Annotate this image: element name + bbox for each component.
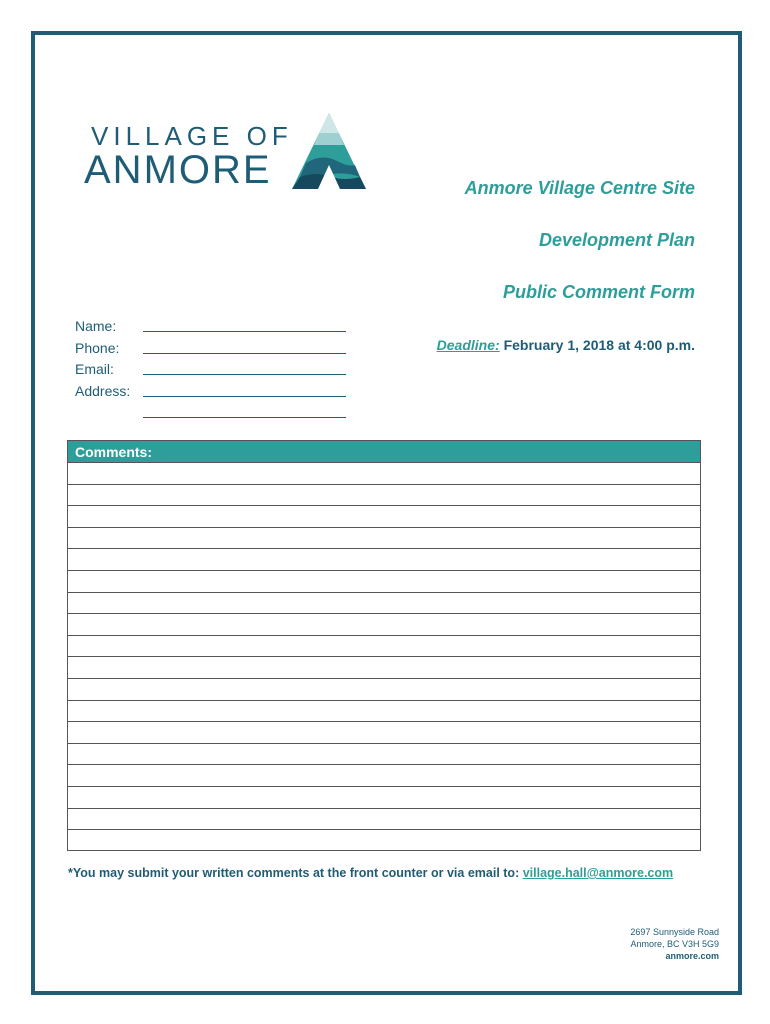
- address-label: Address:: [75, 382, 131, 399]
- address-line-2[interactable]: [143, 417, 346, 418]
- comment-line[interactable]: [68, 722, 700, 744]
- comment-line[interactable]: [68, 701, 700, 723]
- comment-line[interactable]: [68, 506, 700, 528]
- deadline: [437, 337, 695, 353]
- comment-line[interactable]: [68, 830, 700, 852]
- comment-line[interactable]: [68, 765, 700, 787]
- comments-header: Comments:: [68, 441, 700, 463]
- title-line-2: Development Plan: [538, 230, 695, 250]
- email-label: Email:: [75, 361, 114, 377]
- name-label: Name:: [75, 318, 117, 334]
- comment-line[interactable]: [68, 744, 700, 766]
- phone-label: Phone:: [75, 339, 120, 356]
- comment-line[interactable]: [68, 809, 700, 831]
- phone-line[interactable]: [143, 353, 346, 354]
- name-line[interactable]: [143, 331, 346, 332]
- title-line-3: Public Comment Form: [502, 282, 695, 302]
- website-link[interactable]: anmore.com: [665, 951, 719, 961]
- comment-line[interactable]: [68, 657, 700, 679]
- comment-line[interactable]: [68, 485, 700, 507]
- deadline-label: Deadline:: [436, 337, 500, 353]
- title-line-1: Anmore Village Centre Site: [464, 178, 695, 198]
- comments-box: [67, 440, 701, 851]
- village-logo: [84, 113, 374, 193]
- comment-line[interactable]: [68, 679, 700, 701]
- address-line-1[interactable]: [143, 396, 346, 397]
- deadline-value: February 1, 2018 at 4:00 p.m.: [503, 337, 695, 353]
- comment-line[interactable]: [68, 528, 700, 550]
- comment-line[interactable]: [68, 593, 700, 615]
- logo-text-village-of: VILLAGE OF: [91, 121, 293, 151]
- submission-note: [68, 866, 673, 880]
- address-city: Anmore, BC V3H 5G9: [630, 939, 719, 949]
- email-link[interactable]: village.hall@anmore.com: [522, 866, 674, 880]
- address-street: 2697 Sunnyside Road: [630, 927, 719, 937]
- comment-line[interactable]: [68, 549, 700, 571]
- comment-line[interactable]: [68, 614, 700, 636]
- comment-line[interactable]: [68, 463, 700, 485]
- comment-line[interactable]: [68, 571, 700, 593]
- comment-line[interactable]: [68, 787, 700, 809]
- mountain-a-icon: [292, 113, 366, 189]
- email-line[interactable]: [143, 374, 346, 375]
- comment-line[interactable]: [68, 636, 700, 658]
- village-address: [630, 926, 719, 962]
- submission-note-text: *You may submit your written comments at the front counter or via email to:: [68, 866, 523, 880]
- logo-text-anmore: ANMORE: [84, 148, 272, 192]
